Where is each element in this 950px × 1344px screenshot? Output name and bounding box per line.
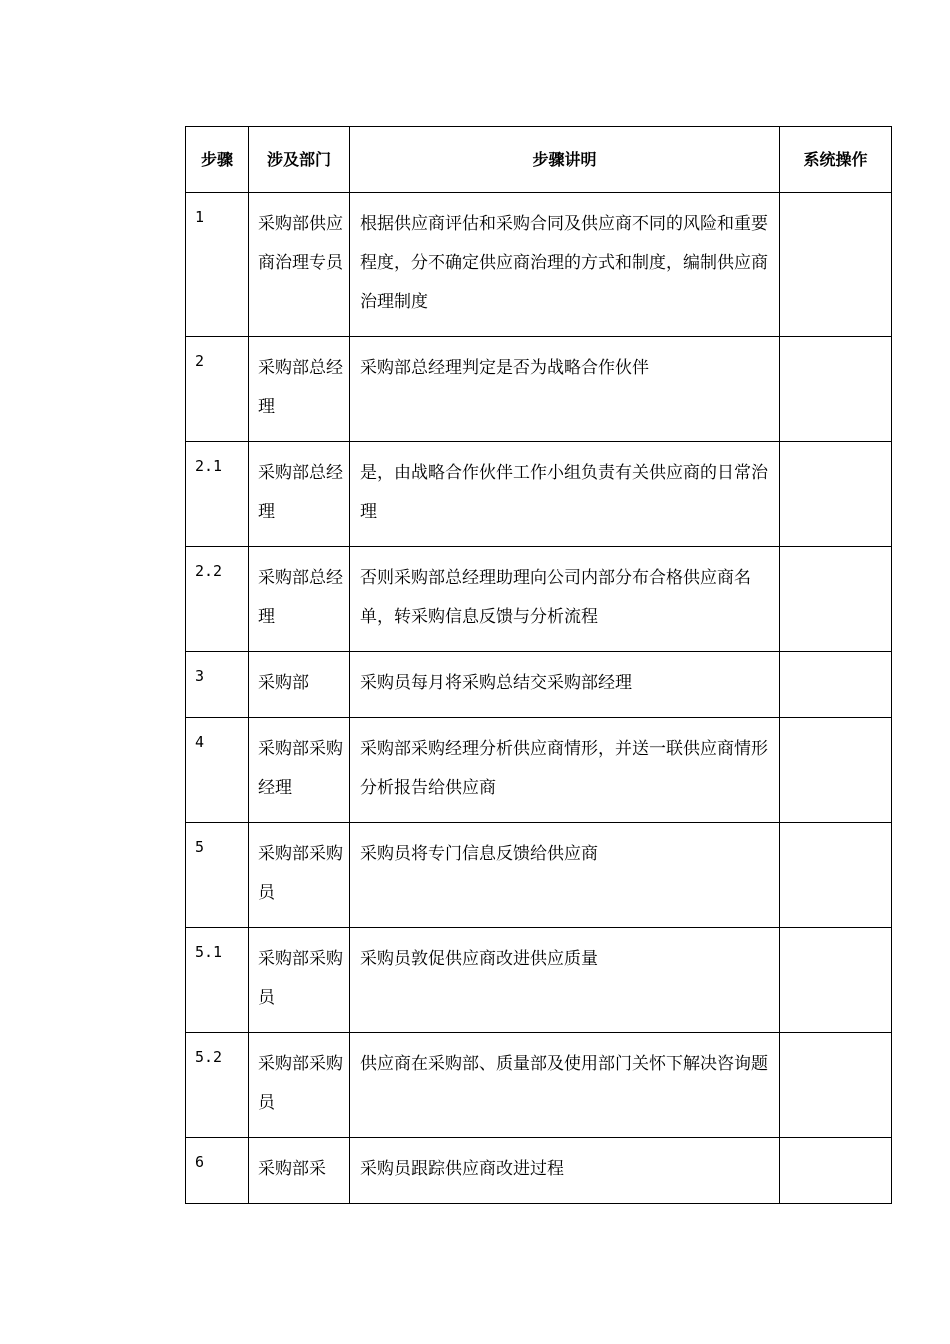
step-cell: 5 [186,823,249,928]
step-cell: 5.2 [186,1033,249,1138]
dept-cell: 采购部 [249,652,350,718]
table-row [186,823,892,928]
dept-cell: 采购部总经理 [249,442,350,547]
system-cell [780,652,892,718]
desc-cell: 供应商在采购部、质量部及使用部门关怀下解决咨询题 [350,1033,780,1138]
system-cell [780,442,892,547]
table-row [186,928,892,1033]
table-row [186,442,892,547]
desc-cell: 否则采购部总经理助理向公司内部分布合格供应商名单，转采购信息反馈与分析流程 [350,547,780,652]
header-row [186,127,892,193]
system-cell [780,823,892,928]
system-cell [780,928,892,1033]
header-system: 系统操作 [780,127,892,193]
desc-cell: 采购部采购经理分析供应商情形，并送一联供应商情形分析报告给供应商 [350,718,780,823]
system-cell [780,337,892,442]
desc-cell: 采购员跟踪供应商改进过程 [350,1138,780,1204]
desc-cell: 采购员每月将采购总结交采购部经理 [350,652,780,718]
step-cell: 5.1 [186,928,249,1033]
dept-cell: 采购部总经理 [249,547,350,652]
desc-cell: 根据供应商评估和采购合同及供应商不同的风险和重要程度，分不确定供应商治理的方式和制度，编制供应商治理制度 [350,193,780,337]
step-cell: 2.1 [186,442,249,547]
system-cell [780,547,892,652]
step-cell: 6 [186,1138,249,1204]
system-cell [780,718,892,823]
dept-cell: 采购部采购经理 [249,718,350,823]
step-cell: 2.2 [186,547,249,652]
step-cell: 3 [186,652,249,718]
table-row [186,1138,892,1204]
step-cell: 1 [186,193,249,337]
dept-cell: 采购部总经理 [249,337,350,442]
desc-cell: 采购员敦促供应商改进供应质量 [350,928,780,1033]
dept-cell: 采购部采购员 [249,1033,350,1138]
table-row [186,652,892,718]
step-cell: 2 [186,337,249,442]
dept-cell: 采购部采购员 [249,928,350,1033]
desc-cell: 是，由战略合作伙伴工作小组负责有关供应商的日常治理 [350,442,780,547]
step-cell: 4 [186,718,249,823]
system-cell [780,1138,892,1204]
table-row [186,193,892,337]
system-cell [780,1033,892,1138]
table-row [186,337,892,442]
table-row [186,547,892,652]
system-cell [780,193,892,337]
table-row [186,1033,892,1138]
desc-cell: 采购部总经理判定是否为战略合作伙伴 [350,337,780,442]
procedure-table [185,126,892,1204]
dept-cell: 采购部采购员 [249,823,350,928]
dept-cell: 采购部采 [249,1138,350,1204]
header-step: 步骤 [186,127,249,193]
desc-cell: 采购员将专门信息反馈给供应商 [350,823,780,928]
header-desc: 步骤讲明 [350,127,780,193]
header-dept: 涉及部门 [249,127,350,193]
dept-cell: 采购部供应商治理专员 [249,193,350,337]
table-row [186,718,892,823]
